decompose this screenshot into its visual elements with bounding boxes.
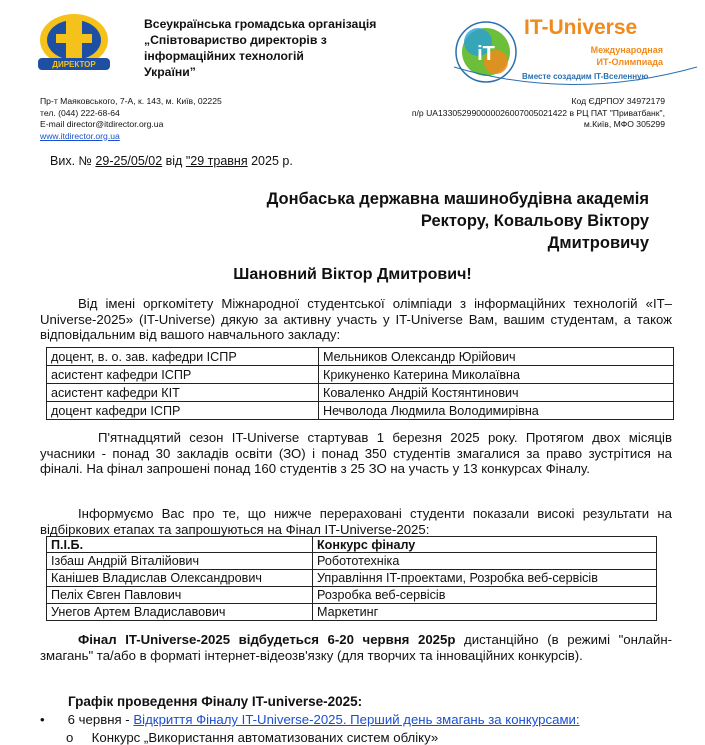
org-logo [36, 12, 112, 72]
staff-position: асистент кафедри ІСПР [47, 366, 319, 384]
addressee-line: Дмитровичу [547, 234, 649, 252]
paragraph-thanks: Від імені оргкомітету Міжнародної студентської олімпіади з інформаційних технологій «IT–Universe-2025» (IT-Universe) дякую за активну участь у IT-Universe Вам, вашим студентам, а також відповідальним від вашого навчального закладу: [40, 296, 672, 342]
sub-item-text: Конкурс „Використання автоматизованих систем обліку» [91, 730, 439, 745]
paragraph-final [40, 632, 672, 663]
paragraph-inform: Інформуємо Вас про те, що нижче перераховані студенти показали високі результати на відбіркових етапах та запрошуються на Фінал IT-Universe-2025: [40, 506, 672, 537]
schedule-date: 6 червня - [67, 712, 130, 727]
table-row [47, 348, 674, 366]
table-row [47, 384, 674, 402]
salutation: Шановний Віктор Дмитрович! [233, 266, 472, 283]
staff-table [46, 347, 674, 420]
table-row [47, 587, 657, 604]
addressee-line: Ректору, Ковальову Віктору [420, 212, 649, 230]
schedule-title: Графік проведення Фіналу IT-universe-2025: [68, 694, 363, 709]
ref-prefix: Вих. № [50, 154, 92, 168]
org-name-line: Всеукраїнська громадська організація [144, 17, 377, 31]
bank-account: п/р UA133052990000026007005021422 в РЦ ПАТ "Приватбанк", [411, 107, 665, 118]
it-sub-line1: Международная [590, 45, 663, 55]
it-sub-line2: ИТ-Олимпиада [596, 57, 663, 67]
schedule-link[interactable]: Відкриття Фіналу IT-Universe-2025. Перший день змагань за конкурсами: [133, 712, 580, 727]
table-header-row [47, 537, 657, 553]
student-contest: Управління IT-проектами, Розробка веб-сервісів [313, 570, 657, 587]
staff-name: Крикуненко Катерина Миколаївна [319, 366, 674, 384]
final-details: дистанційно (в режимі "онлайн-змагань" та/або в форматі інтернет-відеозв'язку (для творчих та інноваційних конкурсів). [40, 632, 672, 663]
phone: тел. (044) 222-68-64 [40, 107, 120, 118]
student-contest: Розробка веб-сервісів [313, 587, 657, 604]
org-name-line: інформаційних технологій [144, 49, 304, 63]
address: Пр-т Маяковського, 7-А, к. 143, м. Київ, 02225 [40, 96, 222, 106]
reference-line [50, 154, 293, 168]
ref-year: 2025 р. [251, 154, 293, 168]
org-name-line: України” [144, 65, 196, 79]
circle-bullet-icon: o [66, 730, 74, 745]
bullet-icon: • [40, 712, 45, 727]
org-name-line: „Співтовариство директорів з [144, 33, 327, 47]
addressee-line: Донбаська державна машинобудівна академія [266, 190, 649, 208]
table-row [47, 570, 657, 587]
ref-from: від [165, 154, 183, 168]
column-header: П.І.Б. [47, 537, 313, 553]
table-row [47, 366, 674, 384]
student-name: Пеліх Євген Павлович [47, 587, 313, 604]
addressee [267, 188, 649, 254]
bank-city: м.Київ, МФО 305299 [583, 119, 665, 129]
table-row [47, 402, 674, 420]
staff-name: Нечволода Людмила Володимирівна [319, 402, 674, 420]
organization-name [144, 16, 394, 80]
ref-date: "29 травня [185, 154, 248, 168]
staff-name: Мельников Олександр Юрійович [319, 348, 674, 366]
ref-number: 29-25/05/02 [95, 154, 163, 168]
website-link[interactable]: www.itdirector.org.ua [40, 130, 120, 141]
student-name: Унегов Артем Владиславович [47, 604, 313, 621]
contacts-right [412, 96, 665, 131]
it-universe-title: IT-Universe [524, 16, 638, 39]
final-dates-bold: Фінал IT-Universe-2025 відбудеться 6-20 червня 2025р [78, 632, 456, 647]
student-name: Канішев Владислав Олександрович [47, 570, 313, 587]
table-row [47, 553, 657, 570]
column-header: Конкурс фіналу [313, 537, 657, 553]
email: E-mail director@itdirector.org.ua [40, 119, 164, 129]
staff-name: Коваленко Андрій Костянтинович [319, 384, 674, 402]
staff-position: доцент, в. о. зав. кафедри ІСПР [47, 348, 319, 366]
student-name: Ізбаш Андрій Віталійович [47, 553, 313, 570]
svg-text:iT: iT [477, 43, 495, 65]
it-universe-tagline: Вместе создадим IT-Вселенную [522, 72, 649, 81]
student-contest: Маркетинг [313, 604, 657, 621]
paragraph-season: П'ятнадцятий сезон IT-Universe стартував 1 березня 2025 року. Протягом двох місяців учасники - понад 30 закладів освіти (ЗО) і понад 350 студентів змагалися за право зустрітися на фіналі. На фінал запрошені понад 160 студентів з 25 ЗО на участь у 13 конкурсах Фіналу. [40, 430, 672, 476]
edrpou-code: Код ЄДРПОУ 34972179 [571, 96, 665, 106]
contacts-left [40, 96, 222, 142]
table-row [47, 604, 657, 621]
schedule-sub-item [66, 730, 438, 745]
schedule-item [40, 712, 580, 727]
staff-position: асистент кафедри КІТ [47, 384, 319, 402]
svg-text:ДИРЕКТОР: ДИРЕКТОР [52, 60, 96, 69]
student-contest: Робототехніка [313, 553, 657, 570]
it-universe-subtitle [583, 44, 663, 68]
students-table [46, 536, 657, 621]
staff-position: доцент кафедри ІСПР [47, 402, 319, 420]
